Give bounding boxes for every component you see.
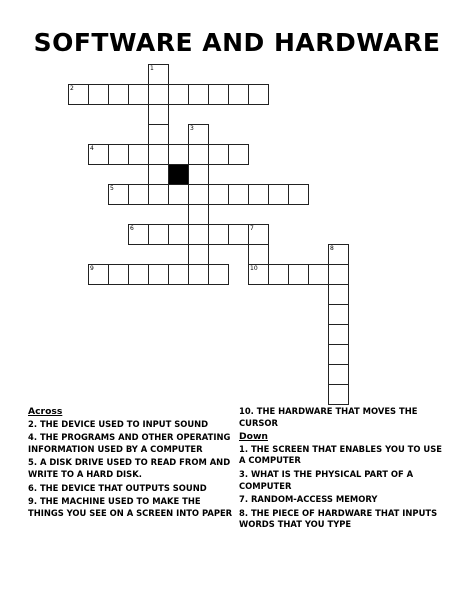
clue-down-1 — [239, 444, 449, 467]
crossword-cell[interactable] — [168, 144, 189, 165]
clue-number-label: 3 — [190, 125, 194, 132]
clue-across-2 — [28, 419, 236, 431]
crossword-cell[interactable] — [128, 184, 149, 205]
clue-number: 1. — [239, 443, 249, 454]
clue-text: THE PIECE OF HARDWARE THAT INPUTS WORDS THAT YOU TYPE — [239, 507, 438, 530]
crossword-cell[interactable] — [208, 84, 229, 105]
crossword-cell[interactable] — [208, 184, 229, 205]
clue-down-8 — [239, 508, 449, 531]
crossword-cell[interactable] — [108, 264, 129, 285]
clue-text: THE HARDWARE THAT MOVES THE CURSOR — [239, 406, 418, 428]
crossword-cell[interactable] — [248, 244, 269, 265]
crossword-cell[interactable] — [148, 264, 169, 285]
across-heading: Across — [28, 406, 63, 417]
crossword-cell[interactable] — [248, 224, 269, 245]
crossword-cell[interactable] — [148, 144, 169, 165]
crossword-cell[interactable] — [188, 164, 209, 185]
clue-across-6 — [28, 483, 236, 495]
crossword-cell[interactable] — [168, 84, 189, 105]
clue-number-label: 9 — [90, 265, 94, 272]
clue-text: THE DEVICE USED TO INPUT SOUND — [39, 418, 209, 429]
clue-text: RANDOM-ACCESS MEMORY — [250, 494, 378, 505]
crossword-cell[interactable] — [168, 184, 189, 205]
crossword-cell[interactable] — [328, 304, 349, 325]
crossword-cell[interactable] — [328, 344, 349, 365]
clue-number: 10. — [239, 406, 254, 416]
clue-number: 3. — [239, 468, 249, 479]
crossword-cell[interactable] — [148, 64, 169, 85]
clue-number: 8. — [239, 507, 249, 518]
crossword-cell[interactable] — [108, 144, 129, 165]
clue-number-label: 8 — [330, 245, 334, 252]
clue-number-label: 6 — [130, 225, 134, 232]
crossword-cell[interactable] — [248, 84, 269, 105]
crossword-cell[interactable] — [148, 124, 169, 145]
crossword-cell[interactable] — [328, 264, 349, 285]
clue-number: 6. — [28, 482, 38, 493]
clue-number: 5. — [28, 457, 38, 468]
crossword-cell[interactable] — [328, 244, 349, 265]
clue-number-label: 1 — [150, 65, 154, 72]
clue-across-9 — [28, 496, 236, 519]
crossword-cell[interactable] — [328, 364, 349, 385]
clue-number: 9. — [28, 496, 38, 507]
puzzle-title: SOFTWARE AND HARDWARE — [33, 28, 441, 57]
clue-number-label: 10 — [250, 265, 258, 272]
crossword-cell[interactable] — [308, 264, 329, 285]
crossword-cell[interactable] — [108, 184, 129, 205]
clue-text: THE DEVICE THAT OUTPUTS SOUND — [39, 482, 207, 493]
crossword-cell[interactable] — [88, 144, 109, 165]
clue-number-label: 4 — [90, 145, 94, 152]
crossword-cell[interactable] — [228, 224, 249, 245]
clue-across-5 — [28, 457, 236, 480]
crossword-cell[interactable] — [188, 204, 209, 225]
clues-left-column — [28, 406, 236, 521]
crossword-cell[interactable] — [168, 224, 189, 245]
crossword-cell[interactable] — [228, 144, 249, 165]
crossword-cell[interactable] — [168, 264, 189, 285]
crossword-cell[interactable] — [268, 184, 289, 205]
crossword-cell[interactable] — [128, 264, 149, 285]
crossword-cell[interactable] — [248, 264, 269, 285]
clue-number: 2. — [28, 418, 38, 429]
crossword-cell[interactable] — [128, 144, 149, 165]
clue-text: THE PROGRAMS AND OTHER OPERATING INFORMATION USED BY A COMPUTER — [28, 432, 231, 454]
clue-text: THE MACHINE USED TO MAKE THE THINGS YOU SEE ON A SCREEN INTO PAPER — [28, 496, 233, 518]
crossword-cell[interactable] — [328, 284, 349, 305]
crossword-cell[interactable] — [108, 84, 129, 105]
crossword-cell[interactable] — [188, 224, 209, 245]
down-heading: Down — [239, 431, 268, 443]
crossword-cell[interactable] — [88, 84, 109, 105]
crossword-cell[interactable] — [248, 184, 269, 205]
crossword-cell[interactable] — [208, 264, 229, 285]
crossword-cell[interactable] — [68, 84, 89, 105]
crossword-black-cell — [168, 164, 189, 185]
crossword-cell[interactable] — [188, 244, 209, 265]
crossword-cell[interactable] — [128, 224, 149, 245]
crossword-cell[interactable] — [128, 84, 149, 105]
crossword-cell[interactable] — [148, 104, 169, 125]
clue-number-label: 2 — [70, 85, 74, 92]
crossword-cell[interactable] — [208, 144, 229, 165]
clue-number: 7. — [239, 494, 249, 505]
crossword-cell[interactable] — [148, 84, 169, 105]
crossword-cell[interactable] — [288, 264, 309, 285]
crossword-cell[interactable] — [188, 264, 209, 285]
clue-number-label: 5 — [110, 185, 114, 192]
crossword-cell[interactable] — [228, 84, 249, 105]
clue-number-label: 7 — [250, 225, 254, 232]
crossword-cell[interactable] — [148, 184, 169, 205]
crossword-cell[interactable] — [268, 264, 289, 285]
clue-text: A DISK DRIVE USED TO READ FROM AND WRITE TO A HARD DISK. — [28, 457, 231, 479]
crossword-cell[interactable] — [188, 124, 209, 145]
crossword-cell[interactable] — [328, 384, 349, 405]
clue-across-10 — [239, 406, 449, 429]
crossword-cell[interactable] — [288, 184, 309, 205]
clues-right-column — [239, 406, 449, 533]
crossword-cell[interactable] — [88, 264, 109, 285]
crossword-cell[interactable] — [328, 324, 349, 345]
clue-text: WHAT IS THE PHYSICAL PART OF A COMPUTER — [239, 468, 414, 491]
clue-across-4 — [28, 432, 236, 455]
clue-down-3 — [239, 469, 449, 492]
crossword-cell[interactable] — [208, 224, 229, 245]
clue-down-7 — [239, 494, 449, 506]
crossword-cell[interactable] — [148, 224, 169, 245]
clue-number: 4. — [28, 432, 38, 443]
crossword-cell[interactable] — [188, 184, 209, 205]
clue-text: THE SCREEN THAT ENABLES YOU TO USE A COMPUTER — [239, 443, 442, 466]
crossword-cell[interactable] — [228, 184, 249, 205]
crossword-cell[interactable] — [188, 84, 209, 105]
crossword-cell[interactable] — [148, 164, 169, 185]
crossword-cell[interactable] — [188, 144, 209, 165]
